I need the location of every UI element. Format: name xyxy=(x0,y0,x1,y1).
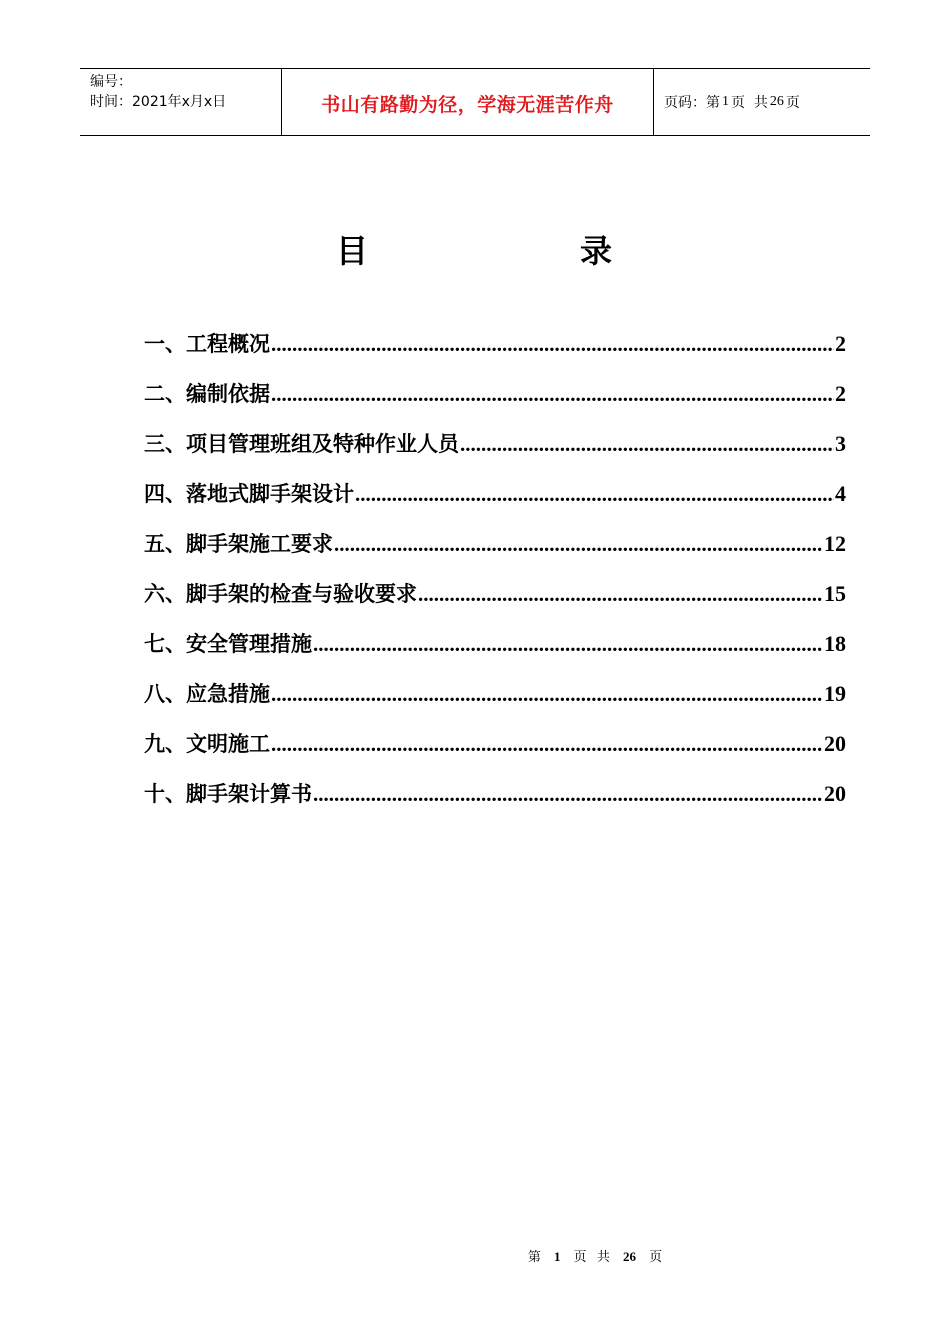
toc-title xyxy=(0,226,950,276)
toc-entry-page: 18 xyxy=(824,631,846,656)
toc-title-right-char: 录 xyxy=(580,232,613,270)
document-header xyxy=(80,68,870,136)
toc-entry-page: 3 xyxy=(835,431,846,456)
toc-entry-label: 八、应急措施 xyxy=(144,682,270,706)
toc-entry-label: 三、项目管理班组及特种作业人员 xyxy=(144,432,459,456)
header-page-cell xyxy=(654,69,870,135)
footer-mid2: 共 xyxy=(596,1250,610,1265)
toc-entry-page: 20 xyxy=(824,781,846,806)
page-footer xyxy=(0,1246,950,1265)
footer-total-pages: 26 xyxy=(622,1249,636,1264)
toc-entry[interactable] xyxy=(144,628,846,678)
date-label: 时间：2021年x月x日 xyxy=(90,94,227,110)
toc-entry-label: 九、文明施工 xyxy=(144,732,270,756)
toc-entry-label: 二、编制依据 xyxy=(144,382,270,406)
toc-entry-page: 19 xyxy=(824,681,846,706)
page-mid: 页 共 xyxy=(731,95,768,111)
toc-leader-dots xyxy=(271,382,834,407)
toc-entry[interactable] xyxy=(144,578,846,628)
toc-entry-label: 十、脚手架计算书 xyxy=(144,782,312,806)
toc-entry-label: 一、工程概况 xyxy=(144,332,270,356)
toc-entry-page: 2 xyxy=(835,381,846,406)
toc-leader-dots xyxy=(418,582,823,607)
page-suffix: 页 xyxy=(785,95,800,111)
footer-suffix: 页 xyxy=(649,1250,663,1265)
motto-text: 书山有路勤为径，学海无涯苦作舟 xyxy=(321,93,614,116)
toc-entry[interactable] xyxy=(144,378,846,428)
toc-entry[interactable] xyxy=(144,428,846,478)
toc-entry-page: 12 xyxy=(824,531,846,556)
serial-number-label: 编号： xyxy=(90,74,132,90)
toc-entry[interactable] xyxy=(144,728,846,778)
header-motto-cell xyxy=(282,69,654,135)
header-meta-cell xyxy=(80,69,282,135)
toc-entry[interactable] xyxy=(144,528,846,578)
toc-list xyxy=(144,328,846,828)
page-current-number: 1 xyxy=(722,94,729,109)
footer-prefix: 第 xyxy=(527,1250,541,1265)
page-total-number: 26 xyxy=(769,94,784,109)
toc-leader-dots xyxy=(355,482,834,507)
toc-leader-dots xyxy=(313,632,823,657)
toc-leader-dots xyxy=(271,732,823,757)
toc-entry-page: 15 xyxy=(824,581,846,606)
toc-entry-page: 2 xyxy=(835,331,846,356)
toc-entry-page: 20 xyxy=(824,731,846,756)
toc-leader-dots xyxy=(334,532,823,557)
toc-leader-dots xyxy=(271,332,834,357)
toc-entry-label: 七、安全管理措施 xyxy=(144,632,312,656)
toc-entry-label: 六、脚手架的检查与验收要求 xyxy=(144,582,417,606)
toc-entry[interactable] xyxy=(144,478,846,528)
toc-entry-label: 四、落地式脚手架设计 xyxy=(144,482,354,506)
footer-mid1: 页 xyxy=(573,1250,587,1265)
toc-entry-label: 五、脚手架施工要求 xyxy=(144,532,333,556)
toc-leader-dots xyxy=(313,782,823,807)
page-prefix: 页码：第 xyxy=(664,95,720,111)
toc-entry-page: 4 xyxy=(835,481,846,506)
toc-leader-dots xyxy=(460,432,834,457)
toc-entry[interactable] xyxy=(144,778,846,828)
toc-title-left-char: 目 xyxy=(336,232,369,270)
toc-leader-dots xyxy=(271,682,823,707)
footer-current-page: 1 xyxy=(554,1249,561,1264)
toc-entry[interactable] xyxy=(144,678,846,728)
toc-entry[interactable] xyxy=(144,328,846,378)
